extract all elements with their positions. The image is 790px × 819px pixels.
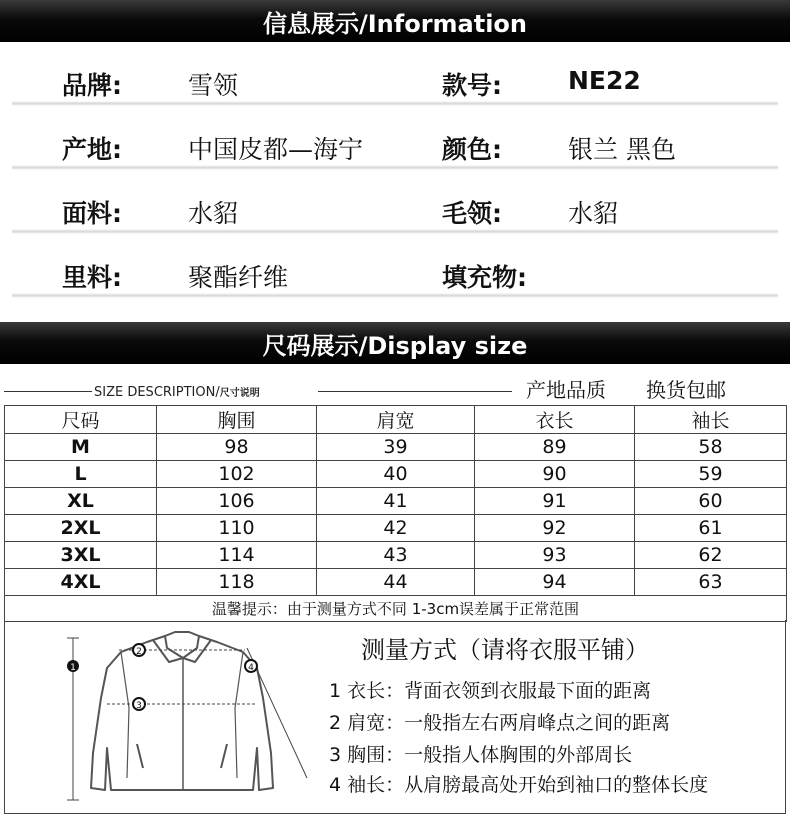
size-cell: 3XL (5, 542, 157, 569)
measure-length-text: 1 衣长：背面衣领到衣服最下面的距离 (329, 680, 652, 702)
origin-quality-text: 产地品质 (526, 378, 606, 402)
length-cell: 93 (475, 542, 635, 569)
display-size-banner (0, 322, 790, 364)
sleeve-cell: 62 (635, 542, 787, 569)
measurement-title: 测量方式（请将衣服平铺） (361, 636, 649, 664)
size-cell: M (5, 434, 157, 461)
brand-label: 品牌: (62, 71, 122, 100)
length-cell: 91 (475, 488, 635, 515)
chest-cell: 114 (157, 542, 317, 569)
header-size: 尺码 (5, 406, 157, 434)
description-rule-right (318, 391, 512, 392)
chest-cell: 118 (157, 569, 317, 596)
description-rule-left (4, 391, 92, 392)
header-sleeve: 袖长 (635, 406, 787, 434)
size-description-cn: 尺寸说明 (219, 388, 260, 399)
measure-marker-3 (133, 698, 145, 711)
information-banner (0, 0, 790, 42)
info-row (0, 108, 790, 170)
lining-label: 里料: (62, 263, 122, 292)
row-divider (12, 293, 778, 298)
filling-label: 填充物: (442, 263, 527, 292)
shoulder-cell: 42 (317, 515, 475, 542)
fabric-value: 水貂 (188, 199, 239, 228)
sleeve-cell: 63 (635, 569, 787, 596)
table-row (5, 488, 787, 515)
measure-marker-4 (245, 660, 257, 673)
measurement-panel (4, 620, 786, 814)
length-cell: 89 (475, 434, 635, 461)
origin-label: 产地: (62, 135, 122, 164)
info-row (0, 236, 790, 298)
fur-collar-label: 毛领: (442, 199, 502, 228)
brand-value: 雪领 (188, 71, 239, 100)
info-row (0, 44, 790, 106)
fur-collar-value: 水貂 (568, 199, 619, 228)
header-length: 衣长 (475, 406, 635, 434)
measure-shoulder-text: 2 肩宽：一般指左右两肩峰点之间的距离 (329, 712, 671, 734)
size-cell: 4XL (5, 569, 157, 596)
size-cell: XL (5, 488, 157, 515)
marker-2-label: 2 (136, 647, 142, 657)
header-shoulder: 肩宽 (317, 406, 475, 434)
sleeve-cell: 58 (635, 434, 787, 461)
chest-cell: 102 (157, 461, 317, 488)
size-table (4, 405, 787, 622)
color-label: 颜色: (442, 135, 502, 164)
row-divider (12, 229, 778, 234)
sleeve-cell: 61 (635, 515, 787, 542)
table-row (5, 569, 787, 596)
table-row (5, 461, 787, 488)
color-value: 银兰 黑色 (568, 135, 676, 164)
shoulder-cell: 43 (317, 542, 475, 569)
size-description-label (94, 384, 260, 400)
sleeve-cell: 59 (635, 461, 787, 488)
shoulder-cell: 40 (317, 461, 475, 488)
marker-1-label: 1 (70, 663, 76, 673)
sleeve-cell: 60 (635, 488, 787, 515)
measure-sleeve-text: 4 袖长：从肩膀最高处开始到袖口的整体长度 (329, 774, 709, 796)
free-exchange-text: 换货包邮 (646, 378, 726, 402)
shoulder-cell: 44 (317, 569, 475, 596)
length-cell: 90 (475, 461, 635, 488)
shoulder-cell: 39 (317, 434, 475, 461)
style-number-label: 款号: (442, 71, 502, 100)
row-divider (12, 165, 778, 170)
shoulder-cell: 41 (317, 488, 475, 515)
header-chest: 胸围 (157, 406, 317, 434)
table-row (5, 434, 787, 461)
jacket-diagram (57, 628, 317, 808)
chest-cell: 98 (157, 434, 317, 461)
length-cell: 92 (475, 515, 635, 542)
table-row (5, 515, 787, 542)
table-row (5, 542, 787, 569)
information-title: 信息展示/Information (262, 9, 528, 38)
product-info (0, 44, 790, 318)
marker-3-label: 3 (136, 701, 142, 711)
size-description-header (0, 372, 790, 404)
measure-marker-2 (133, 644, 145, 657)
tolerance-note: 温馨提示：由于测量方式不同 1-3cm误差属于正常范围 (5, 596, 787, 622)
row-divider (12, 101, 778, 106)
measure-chest-text: 3 胸围：一般指人体胸围的外部周长 (329, 744, 633, 766)
size-description-en: SIZE DESCRIPTION/ (94, 385, 220, 400)
chest-cell: 110 (157, 515, 317, 542)
chest-cell: 106 (157, 488, 317, 515)
display-size-title: 尺码展示/Display size (262, 331, 528, 360)
style-number-value: NE22 (568, 66, 641, 95)
marker-4-label: 4 (248, 663, 254, 673)
origin-value: 中国皮都—海宁 (188, 135, 364, 164)
lining-value: 聚酯纤维 (188, 263, 289, 292)
info-row (0, 172, 790, 234)
table-header-row (5, 406, 787, 434)
fabric-label: 面料: (62, 199, 122, 228)
measure-marker-1 (67, 660, 79, 673)
size-cell: 2XL (5, 515, 157, 542)
length-cell: 94 (475, 569, 635, 596)
note-row (5, 596, 787, 622)
size-cell: L (5, 461, 157, 488)
